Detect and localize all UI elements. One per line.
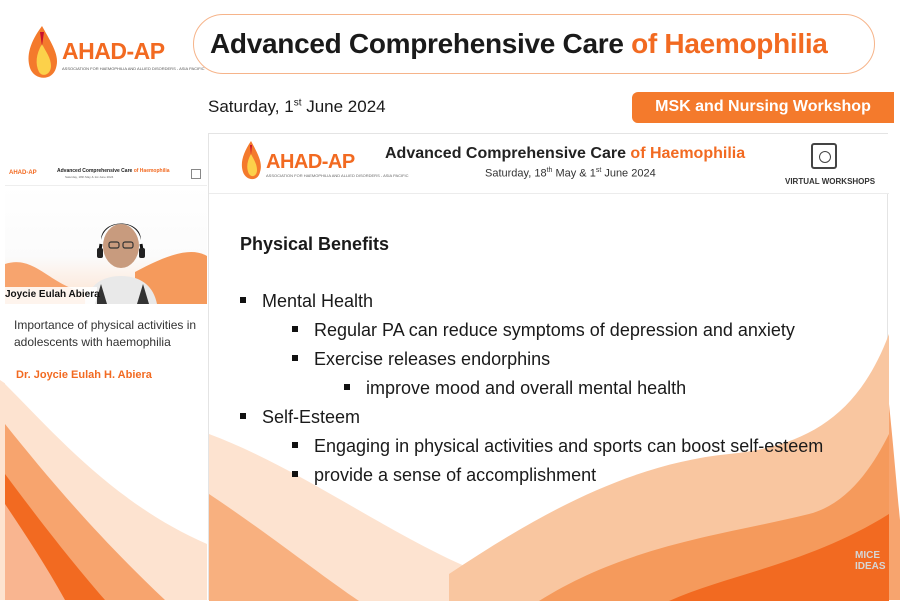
virtual-workshops-label: VIRTUAL WORKSHOPS — [785, 177, 876, 186]
mini-title: Advanced Comprehensive Care of Haemophilia — [57, 168, 170, 174]
ahad-ap-logo — [24, 24, 205, 84]
speaker-full-name: Dr. Joycie Eulah H. Abiera — [16, 369, 152, 381]
event-date: Saturday, 1st June 2024 — [208, 97, 386, 116]
slide-logo-subtitle: ASSOCIATION FOR HAEMOPHILIA AND ALLIED DISORDERS - ASIA PACIFIC — [266, 173, 409, 178]
virtual-workshops-icon — [811, 143, 837, 169]
bullet-level2: Regular PA can reduce symptoms of depression and anxiety — [292, 320, 795, 341]
mini-date: Saturday, 18th May & 1st June 2024 — [65, 175, 114, 179]
slide-logo-text: AHAD-AP — [266, 151, 355, 173]
slide-event-date: Saturday, 18th May & 1st June 2024 — [485, 167, 656, 180]
slide-flame-logo-icon — [239, 140, 263, 182]
speaker-panel-header — [5, 164, 207, 186]
speaker-name-label: Joycie Eulah Abiera — [5, 287, 97, 304]
workshop-badge: MSK and Nursing Workshop — [632, 92, 894, 123]
virtual-workshop-icon — [191, 169, 201, 179]
bullet-level1: Mental Health — [240, 291, 373, 312]
bullet-level2: Exercise releases endorphins — [292, 349, 550, 370]
event-title: Advanced Comprehensive Care of Haemophilia — [210, 28, 828, 59]
flame-logo-icon — [24, 24, 60, 82]
bullet-level3: improve mood and overall mental health — [344, 378, 686, 399]
bullet-level2: Engaging in physical activities and sports can boost self-esteem — [292, 436, 823, 457]
slide-heading: Physical Benefits — [240, 234, 390, 254]
bullet-level2: provide a sense of accomplishment — [292, 465, 596, 486]
mice-ideas-watermark: MICE IDEAS — [855, 550, 886, 572]
presentation-slide — [208, 133, 888, 600]
talk-title: Importance of physical activities in adolescents with haemophilia — [14, 318, 197, 349]
mini-logo: AHAD-AP — [9, 170, 37, 176]
slide-header — [209, 134, 889, 194]
event-title-banner — [193, 14, 875, 74]
logo-subtitle: ASSOCIATION FOR HAEMOPHILIA AND ALLIED DISORDERS - ASIA PACIFIC — [62, 66, 205, 71]
bullet-level1: Self-Esteem — [240, 407, 360, 428]
slide-event-title: Advanced Comprehensive Care of Haemophilia — [385, 145, 746, 162]
logo-text: AHAD-AP — [62, 38, 165, 64]
talk-info-card — [5, 304, 207, 600]
